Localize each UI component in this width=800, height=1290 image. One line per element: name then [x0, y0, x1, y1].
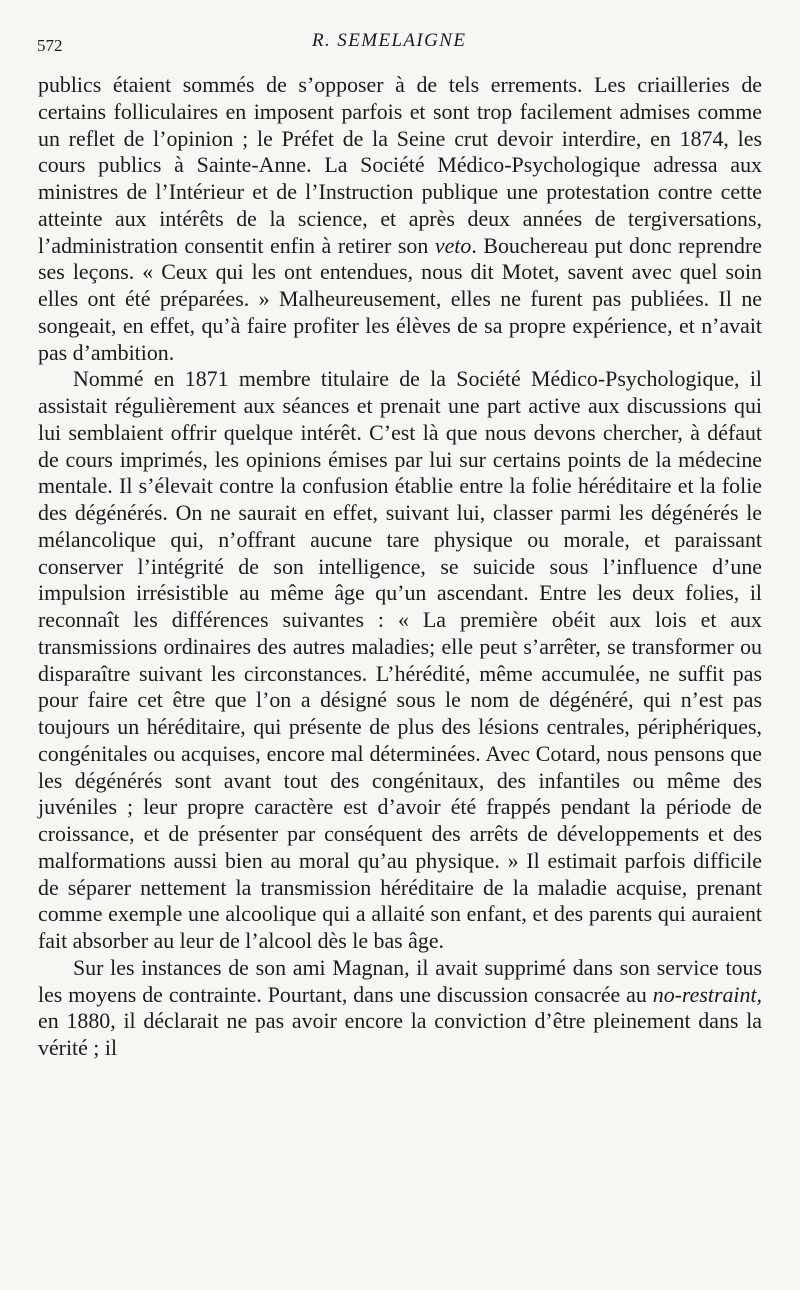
page-number: 572 — [37, 36, 63, 55]
text-run: Nommé en 1871 membre titulaire de la Société Médico-Psychologique, il assistait régulièrement aux séances et prenait une part active aux discussions qui lui semblaient offrir quelque intérêt. C’est là que nous devons chercher, à défaut de cours imprimés, les opinions émises par lui sur certains points de la médecine mentale. Il s’élevait contre la confusion établie entre la folie héréditaire et la folie des dégénérés. On ne saurait en effet, suivant lui, classer parmi les dégénérés le mélancolique qui, n’offrant aucune tare physique ou morale, et paraissant conserver l’intégrité de son intelligence, se suicide sous l’influence d’une impulsion irrésistible au même âge qu’un ascendant. Entre les deux folies, il reconnaît les différences suivantes : « La première obéit aux lois et aux transmissions ordinaires des autres maladies; elle peut s’arrêter, se transformer ou disparaître suivant les circonstances. L’hérédité, même accumulée, ne suffit pas pour faire cet être que l’on a désigné sous le nom de dégénéré, qui n’est pas toujours un héréditaire, qui présente de plus des lésions centrales, périphériques, congénitales ou acquises, encore mal déterminées. Avec Cotard, nous pensons que les dégénérés sont avant tout des congénitaux, des infantiles ou même des juvéniles ; leur propre caractère est d’avoir été frappés pendant la période de croissance, et de présenter par conséquent des arrêts de développements et des malformations aussi bien au moral qu’au physique. » Il estimait parfois difficile de séparer nettement la transmission héréditaire de la maladie acquise, prenant comme exemple une alcoolique qui a allaité son enfant, et des parents qui auraient fait absorber au leur de l’alcool dès le bas âge. — [38, 366, 762, 953]
text-run: en 1880, il déclarait ne pas avoir encore la conviction d’être pleinement dans la vérité ; il — [38, 1008, 762, 1060]
text-run: . Bouchereau put donc reprendre ses leçons. « Ceux qui les ont entendues, nous dit Motet, savent avec quel soin elles ont été préparées. » Malheureusement, elles ne furent pas publiées. Il ne songeait, en effet, qu’à faire profiter les élèves de sa propre expérience, et n’avait pas d’ambition. — [38, 232, 762, 365]
paragraph-2 — [38, 366, 762, 955]
paragraph-3 — [38, 955, 762, 1062]
running-title: R. SEMELAIGNE — [312, 30, 467, 51]
running-head — [37, 30, 763, 54]
body-text — [38, 72, 762, 1062]
text-run: publics étaient sommés de s’opposer à de tels errements. Les criailleries de certains folliculaires en imposent parfois et sont trop facilement admises comme un reflet de l’opinion ; le Préfet de la Seine crut devoir interdire, en 1874, les cours publics à Sainte-Anne. La Société Médico-Psychologique adressa aux ministres de l’Intérieur et de l’Instruction publique une protestation contre cette atteinte aux intérêts de la science, et après deux années de tergiversations, l’administration consentit enfin à retirer son — [38, 72, 762, 258]
text-run: Sur les instances de son ami Magnan, il avait supprimé dans son service tous les moyens de contrainte. Pourtant, dans une discussion consacrée au — [38, 954, 762, 1007]
italic-term-veto: veto — [434, 232, 472, 258]
paragraph-1 — [38, 72, 762, 366]
italic-term-no-restraint: no-restraint, — [652, 981, 762, 1007]
